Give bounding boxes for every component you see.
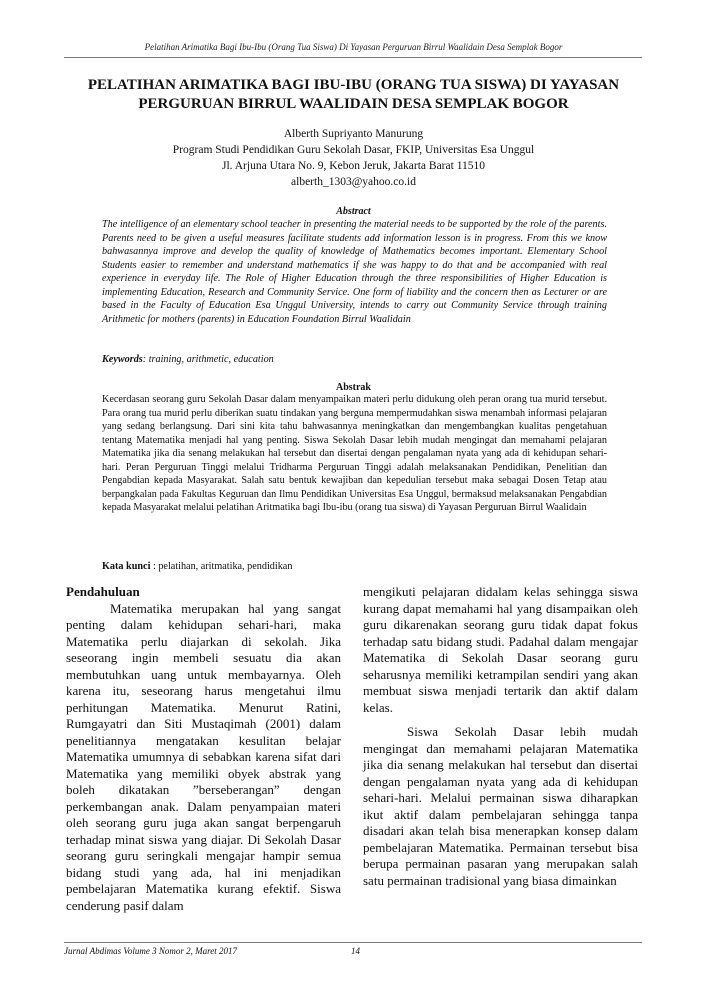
katakunci-label: Kata kunci xyxy=(102,561,151,572)
abstract-text: The intelligence of an elementary school teacher in presenting the material needs to be supported by the role of the parents. Parents need to be given a useful measures facilitate students add information lesson is in progress. From this we know bahwasannya improve and develop the quality of knowledge of Mathematics becomes important. Elementary School Students easier to remember and understand mathematics if she was happy to do that and be accompanied with real experience in everyday life. The Role of Higher Education through the three responsibilities of Higher Education is implementing Education, Research and Community Service. One form of liability and the concern then as Lecturer or are based in the Faculty of Education Esa Unggul University, intends to carry out Community Service through training Arithmetic for mothers (parents) in Education Foundation Birrul Waalidain xyxy=(102,219,607,325)
footer-divider xyxy=(64,942,642,943)
author-address: Jl. Arjuna Utara No. 9, Kebon Jeruk, Jakarta Barat 11510 xyxy=(221,160,486,172)
katakunci-values: : pelatihan, aritmatika, pendidikan xyxy=(150,561,293,572)
author-block xyxy=(60,126,647,190)
abstract-heading: Abstract xyxy=(336,206,371,217)
author-name: Alberth Supriyanto Manurung xyxy=(283,128,424,140)
body-column-left xyxy=(66,584,341,914)
header-divider xyxy=(64,57,642,58)
paper-title: PELATIHAN ARIMATIKA BAGI IBU-IBU (ORANG TUA SISWA) DI YAYASAN PERGURUAN BIRRUL WAALIDAIN DESA SEMPLAK BOGOR xyxy=(87,77,620,112)
author-email: alberth_1303@yahoo.co.id xyxy=(291,176,416,188)
page-number: 14 xyxy=(351,946,360,956)
author-affiliation: Program Studi Pendidikan Guru Sekolah Dasar, FKIP, Universitas Esa Unggul xyxy=(172,144,535,156)
section-heading: Pendahuluan xyxy=(66,584,140,599)
body-column-right xyxy=(363,584,638,889)
keywords-label: Keywords xyxy=(102,354,143,365)
keywords-line xyxy=(102,354,607,365)
keywords-values: : training, arithmetic, education xyxy=(142,354,274,365)
journal-citation: Jurnal Abdimas Volume 3 Nomor 2, Maret 2017 xyxy=(64,946,237,956)
katakunci-line xyxy=(102,561,607,572)
abstrak-heading: Abstrak xyxy=(335,382,371,393)
paragraph: Siswa Sekolah Dasar lebih mudah mengingat dan memahami pelajaran Matematika jika dia senang melakukan hal tersebut dan disertai dengan pengalaman nyata yang ada di kehidupan sehari-hari. Melalui permainan siswa diharapkan ikut aktif dalam pembelajaran sehingga tanpa disadari akan telah bisa menerapkan konsep dalam pembelajaran Matematika. Permainan tersebut bisa berupa permainan pasaran yang merupakan salah satu permainan tradisional yang biasa dimainkan xyxy=(363,724,638,888)
paragraph: mengikuti pelajaran didalam kelas sehingga siswa kurang dapat memahami hal yang disampaikan oleh guru dikarenakan seorang guru tidak dapat fokus terhadap satu bidang studi. Padahal dalam mengajar Matematika di Sekolah Dasar seorang guru seharusnya memiliki ketrampilan sendiri yang akan membuat siswa menjadi tertarik dan aktif dalam kelas. xyxy=(363,584,638,715)
running-header: Pelatihan Arimatika Bagi Ibu-Ibu (Orang Tua Siswa) Di Yayasan Perguruan Birrul Waalidain Desa Semplak Bogor xyxy=(144,42,563,52)
abstrak-text: Kecerdasan seorang guru Sekolah Dasar dalam menyampaikan materi perlu didukung oleh peran orang tua murid tersebut. Para orang tua murid perlu diberikan suatu tindakan yang berguna mempermudahkan siswa menambah informasi pelajaran yang sedang berlangsung. Dari sini kita tahu bahwasannya meningkatkan dan mengembangkan kualitas pengetahuan tentang Matematika menjadi hal yang penting. Siswa Sekolah Dasar lebih mudah mengingat dan memahami pelajaran Matematika jika dia senang melakukan hal tersebut dan disertai dengan pengalaman nyata yang ada di kehidupan sehari-hari. Peran Perguruan Tinggi melalui Tridharma Perguruan Tinggi adalah melaksanakan Pendidikan, Penelitian dan Pengabdian kepada Masyarakat. Salah satu bentuk kewajiban dan kepedulian tersebut maka sebagai Dosen Tetap atau berpangkalan pada Fakultas Keguruan dan Ilmu Pendidikan Universitas Esa Unggul, bermaksud melaksanakan Pengabdian kepada Masyarakat melalui pelatihan Aritmatika bagi Ibu-ibu (orang tua siswa) di Yayasan Perguruan Birrul Waalidain xyxy=(102,394,607,513)
paragraph: Matematika merupakan hal yang sangat penting dalam kehidupan sehari-hari, maka Matematika perlu diajarkan di sekolah. Jika seseorang ingin membeli sesuatu dia akan membutuhkan uang untuk membayarnya. Oleh karena itu, seseorang harus mengetahui ilmu perhitungan Matematika. Menurut Ratini, Rumgayatri dan Siti Mustaqimah (2001) dalam penelitiannya mengatakan kesulitan belajar Matematika umumnya di sebabkan karena sifat dari Matematika yang memiliki obyek abstrak yang boleh dikatakan ”berseberangan” dengan perkembangan anak. Dalam penyampaian materi oleh seorang guru juga akan sangat berpengaruh terhadap minat siswa yang diajar. Di Sekolah Dasar seorang guru seringkali mengajar hampir semua bidang studi yang ada, hal ini menjadikan pembelajaran Matematika kurang efektif. Siswa cenderung pasif dalam xyxy=(66,600,341,913)
